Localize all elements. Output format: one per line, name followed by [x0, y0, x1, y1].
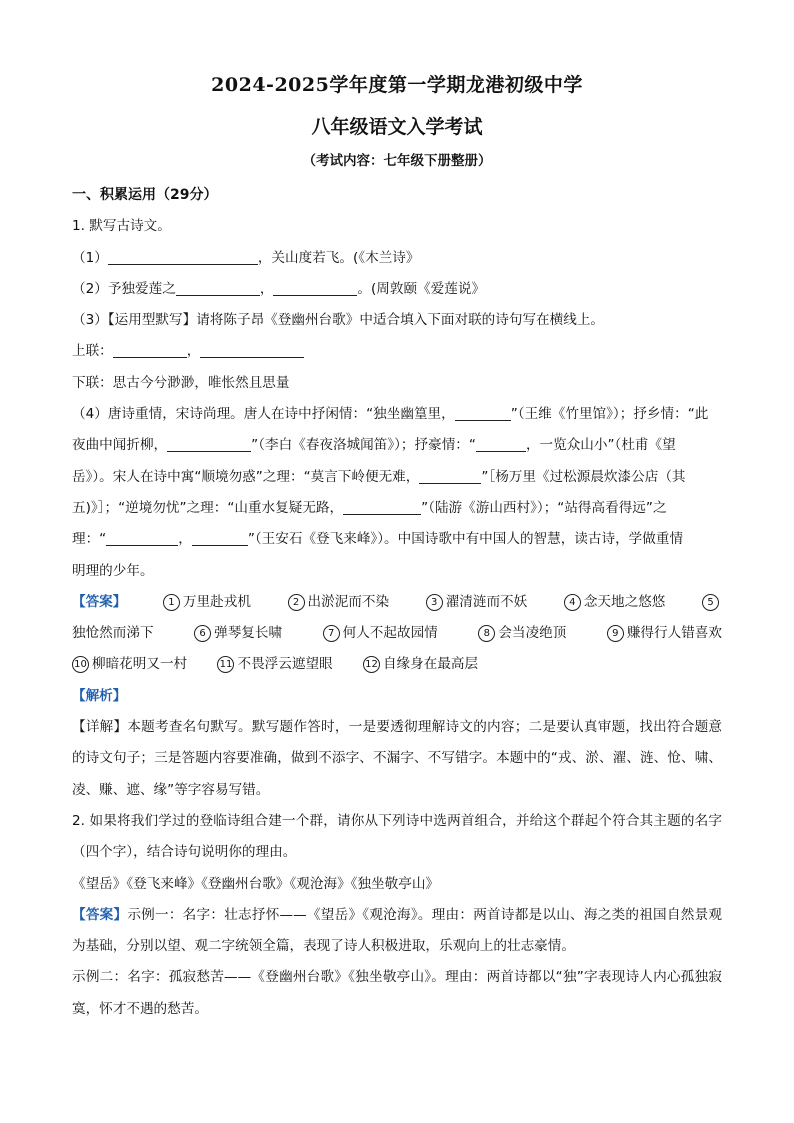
answer-row — [72, 618, 722, 649]
question-1-part-4 — [72, 399, 722, 587]
answer-item: 2 出淤泥而不染 — [288, 587, 390, 618]
answer-item: 8 会当凌绝顶 — [478, 618, 566, 649]
part-text: ”（王安石《登飞来峰》）。中国诗歌中有中国人的智慧，读古诗，学做重情 — [247, 531, 684, 548]
part-text: 明理的少年。 — [72, 562, 154, 579]
answer-blank[interactable] — [476, 435, 526, 452]
answer-text: 示例一：名字：壮志抒怀——《望岳》《观沧海》。理由：两首诗都是以山、海之类的祖国自然景观为基础，分别以望、观二字统领全篇，表现了诗人积极进取，乐观向上的壮志豪情。 — [72, 906, 722, 955]
question-1-part-3: （3）【运用型默写】请将陈子昂《登幽州台歌》中适合填入下面对联的诗句写在横线上。 — [72, 312, 605, 329]
part-text: 五)》］；“逆境勿忧”之理：“山重水复疑无路， — [72, 499, 344, 516]
answer-2-example-2: 示例二：名字：孤寂愁苦——《登幽州台歌》《独坐敬亭山》。理由：两首诗都以“独”字表现诗人内心孤独寂寞，怀才不遇的愁苦。 — [72, 969, 722, 1017]
answer-item: 7 何人不起故园情 — [323, 618, 438, 649]
detail-text: 本题考查名句默写。默写题作答时，一是要透彻理解诗文的内容；二是要认真审题，找出符合题意的诗文句子；三是答题内容要准确，做到不添字、不漏字、不写错字。本题中的“戎、淤、濯、涟、怆、啸、凌、赚、遮、缘”等字容易写错。 — [72, 719, 723, 798]
answer-item: 12 自缘身在最高层 — [363, 656, 478, 672]
exam-content — [72, 180, 722, 1025]
answer-tag: 【答案】 — [72, 593, 127, 610]
question-1-stem: 1. 默写古诗文。 — [72, 218, 171, 235]
part-text: 理：“ — [72, 531, 107, 548]
answer-item: 独怆然而涕下 — [72, 625, 154, 642]
answer-blank[interactable] — [106, 529, 178, 546]
answer-tag: 【答案】 — [72, 906, 128, 923]
part-text: ， — [259, 280, 274, 297]
part-text: 夜曲中闻折柳， — [72, 437, 168, 454]
answer-blank[interactable] — [167, 435, 251, 452]
question-2-stem: 2. 如果将我们学过的登临诗组合建一个群，请你从下列诗中选两首组合，并给这个群起个符合其主题的名字（四个字），结合诗句说明你的理由。 — [72, 812, 722, 861]
detail-tag: 【详解】 — [72, 719, 128, 736]
part-number: （1） — [72, 249, 108, 266]
answer-blank[interactable] — [200, 341, 304, 358]
answer-item: 6 弹琴复长啸 — [194, 618, 282, 649]
answer-blank[interactable] — [176, 279, 260, 296]
part-text: ， — [186, 343, 201, 360]
part-text: ”［杨万里《过松源晨炊漆公店（其 — [481, 468, 686, 485]
question-1-part-2 — [72, 274, 722, 305]
exam-subtitle: （考试内容：七年级下册整册） — [302, 153, 492, 169]
question-1-part-1 — [72, 243, 722, 274]
part-number: （2） — [72, 280, 108, 297]
answer-blank[interactable] — [192, 529, 248, 546]
answer-blank[interactable] — [419, 467, 481, 484]
part-text: ， — [178, 531, 192, 548]
answer-item: 5 — [702, 587, 722, 618]
answer-blank[interactable] — [455, 404, 511, 421]
answer-row — [72, 587, 722, 618]
couplet-upper — [72, 336, 722, 367]
couplet-label: 上联： — [72, 343, 113, 360]
question-2-poems: 《望岳》《登飞来峰》《登幽州台歌》《观沧海》《独坐敬亭山》 — [72, 875, 440, 892]
analysis-tag: 【解析】 — [72, 687, 127, 704]
part-text: 岳》）。宋人在诗中寓“顺境勿惑”之理：“莫言下岭便无难， — [72, 468, 420, 485]
answer-1-block — [72, 587, 722, 681]
answer-item: 3 濯清涟而不妖 — [426, 587, 528, 618]
answer-blank[interactable] — [113, 341, 187, 358]
part-text: ，一览众山小”（杜甫《望 — [525, 437, 676, 454]
answer-item: 4 念天地之悠悠 — [564, 587, 666, 618]
exam-title-name: 八年级语文入学考试 — [311, 116, 483, 138]
part-text: （4）唐诗重情，宋诗尚理。唐人在诗中抒闲情：“独坐幽篁里， — [72, 406, 455, 423]
part-text: ”（王维《竹里馆》）；抒乡情：“此 — [510, 406, 709, 423]
part-text: 。(周敦颐《爱莲说》 — [357, 280, 486, 297]
answer-blank[interactable] — [343, 498, 421, 515]
answer-item: 10 柳暗花明又一村 — [72, 656, 187, 672]
couplet-lower: 下联：思古今兮渺渺，唯怅然且思量 — [72, 374, 290, 391]
answer-item: 11 不畏浮云遮望眼 — [217, 656, 332, 672]
answer-item: 1 万里赴戎机 — [163, 587, 251, 618]
part-text: ”（陆游《游山西村》）；“站得高看得远”之 — [421, 499, 667, 516]
answer-row — [72, 649, 722, 680]
answer-blank[interactable] — [273, 279, 357, 296]
answer-2-example-1 — [72, 900, 722, 963]
part-text: ，关山度若飞。(《木兰诗》 — [257, 249, 420, 266]
part-text: ”（李白《春夜洛城闻笛》）；抒豪情：“ — [251, 437, 476, 454]
answer-item: 9 赚得行人错喜欢 — [607, 618, 722, 649]
section-heading: 一、积累运用（29分） — [72, 187, 218, 203]
exam-title-school: 2024-2025学年度第一学期龙港初级中学 — [211, 74, 583, 96]
answer-blank[interactable] — [108, 248, 258, 265]
detail-1 — [72, 712, 722, 806]
part-text: 予独爱莲之 — [107, 280, 176, 297]
